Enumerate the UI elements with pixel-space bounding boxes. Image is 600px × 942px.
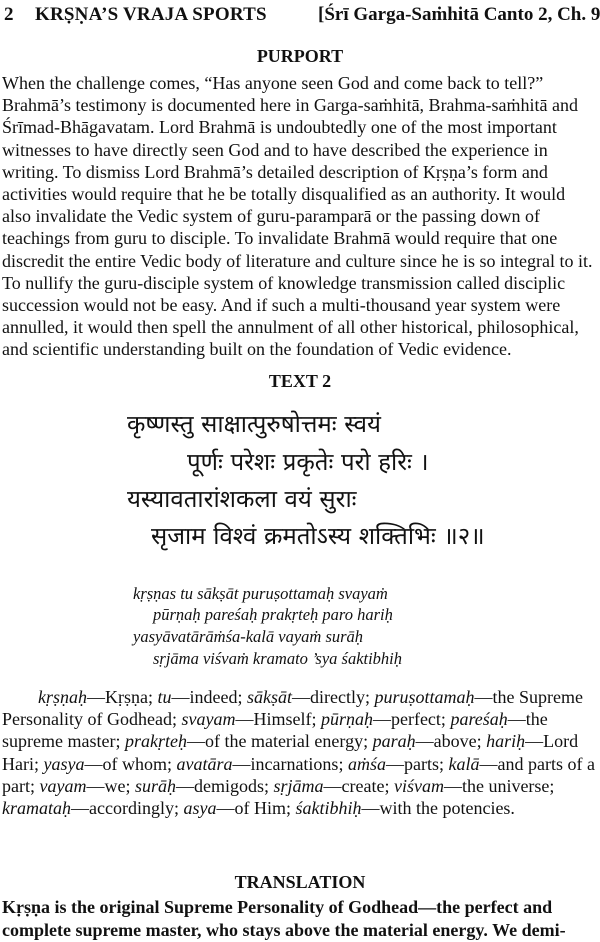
devanagari-line: यस्यावतारांशकला वयं सुराः: [127, 485, 357, 513]
synonym-term: aṁśa: [347, 753, 386, 774]
synonym-meaning: —the universe;: [443, 775, 555, 796]
synonym-meaning: —accordingly;: [71, 798, 184, 819]
synonym-meaning: —perfect;: [372, 709, 451, 730]
synonym-term: sṛjāma: [273, 775, 324, 796]
synonym-meaning: —Kṛṣṇa;: [87, 687, 158, 707]
transliteration-line: pūrṇaḥ pareśaḥ prakṛteḥ paro hariḥ: [153, 605, 393, 624]
synonym-meaning: —we;: [86, 775, 135, 796]
translation-heading: TRANSLATION: [234, 872, 366, 892]
synonym-term: paraḥ: [372, 731, 416, 752]
synonym-term: yasya: [43, 753, 85, 774]
synonym-term: tu: [157, 687, 172, 707]
synonym-meaning: —above;: [415, 731, 487, 752]
page-number: 2: [4, 4, 14, 25]
synonym-meaning: —of the material energy;: [186, 731, 373, 752]
transliteration-line: kṛṣṇas tu sākṣāt puruṣottamaḥ svayaṁ: [133, 584, 388, 603]
synonym-term: kalā: [448, 753, 480, 774]
text-number-heading: TEXT 2: [268, 371, 332, 391]
synonym-meaning: —the supreme master;: [2, 709, 548, 752]
synonym-meaning: —and parts of a part;: [2, 753, 595, 796]
synonym-term: kramataḥ: [2, 798, 71, 819]
synonym-term: surāḥ: [134, 775, 176, 796]
transliteration-line: yasyāvatārāṁśa-kalā vayaṁ surāḥ: [133, 627, 364, 646]
synonym-term: asya: [183, 798, 217, 819]
synonym-meaning: —create;: [323, 775, 394, 796]
synonym-term: viśvam: [393, 775, 444, 796]
synonym-meaning: —of Him;: [216, 798, 296, 819]
book-title: KRṢṆA’S VRAJA SPORTS: [35, 4, 267, 25]
devanagari-line: कृष्णस्तु साक्षात्पुरुषोत्तमः स्वयं: [127, 410, 381, 438]
synonym-meaning: —indeed;: [171, 687, 247, 707]
synonym-term: vayam: [39, 775, 87, 796]
synonym-term: pūrṇaḥ: [320, 709, 373, 730]
synonym-meaning: —Lord Hari;: [2, 731, 579, 774]
synonym-term: pareśaḥ: [450, 709, 508, 730]
synonym-term: hariḥ: [486, 731, 526, 752]
devanagari-line: पूर्णः परेशः प्रकृतेः परो हरिः ।: [187, 448, 429, 476]
transliteration-line: sṛjāma viśvaṁ kramato ’sya śaktibhiḥ: [153, 649, 403, 668]
synonym-term: prakṛteḥ: [124, 731, 187, 752]
synonym-meaning: —the Supreme Personality of Godhead;: [2, 687, 583, 730]
running-header: [0, 0, 600, 32]
synonym-meaning: —demigods;: [176, 775, 274, 796]
synonym-meaning: —with the potencies.: [361, 798, 515, 819]
devanagari-line: सृजाम विश्वं क्रमतोऽस्य शक्तिभिः ॥२॥: [151, 522, 485, 550]
purport-text: When the challenge comes, “Has anyone seen God and come back to tell?” Brahmā’s testimony is documented here in Garga-saṁhitā, Brahma-saṁhitā and Śrīmad-Bhāgavatam. Lord Brahmā is undoubtedly one of the most important witnesses to have directly seen God and to have described the experience in writing. To dismiss Lord Brahmā’s detailed description of Kṛṣṇa’s form and activities would require that he be totally disqualified as an authority. It would also invalidate the Vedic system of guru-paramparā or the passing down of teachings from guru to disciple. To invalidate Brahmā would require that one discredit the entire Vedic body of literature and culture since he is so integral to it. To nullify the guru-disciple system of knowledge transmission called disciplic succession would not be easy. And if such a multi-thousand year system were annulled, it would then spell the annulment of all other historical, philosophical, and scientific understanding built on the foundation of Vedic evidence.: [2, 73, 593, 360]
purport-heading: PURPORT: [256, 46, 344, 66]
translation-text: Kṛṣṇa is the original Supreme Personality of Godhead—the perfect and complete supreme master, who stays above the material energy. We demi-: [2, 897, 566, 940]
synonym-term: avatāra: [176, 753, 233, 774]
synonym-term: svayam: [181, 709, 236, 730]
synonym-term: puruṣottamaḥ: [374, 687, 475, 707]
synonym-meaning: —directly;: [292, 687, 375, 707]
word-for-word-synonyms: [2, 686, 598, 819]
synonym-term: śaktibhiḥ: [295, 798, 362, 819]
synonym-meaning: —parts;: [385, 753, 449, 774]
synonym-term: sākṣāt: [247, 687, 292, 707]
synonym-meaning: —of whom;: [84, 753, 177, 774]
chapter-reference: [Śrī Garga-Saṁhitā Canto 2, Ch. 9: [318, 4, 600, 25]
synonym-term: kṛṣṇaḥ: [38, 687, 87, 707]
synonym-meaning: —incarnations;: [232, 753, 348, 774]
synonym-meaning: —Himself;: [235, 709, 321, 730]
